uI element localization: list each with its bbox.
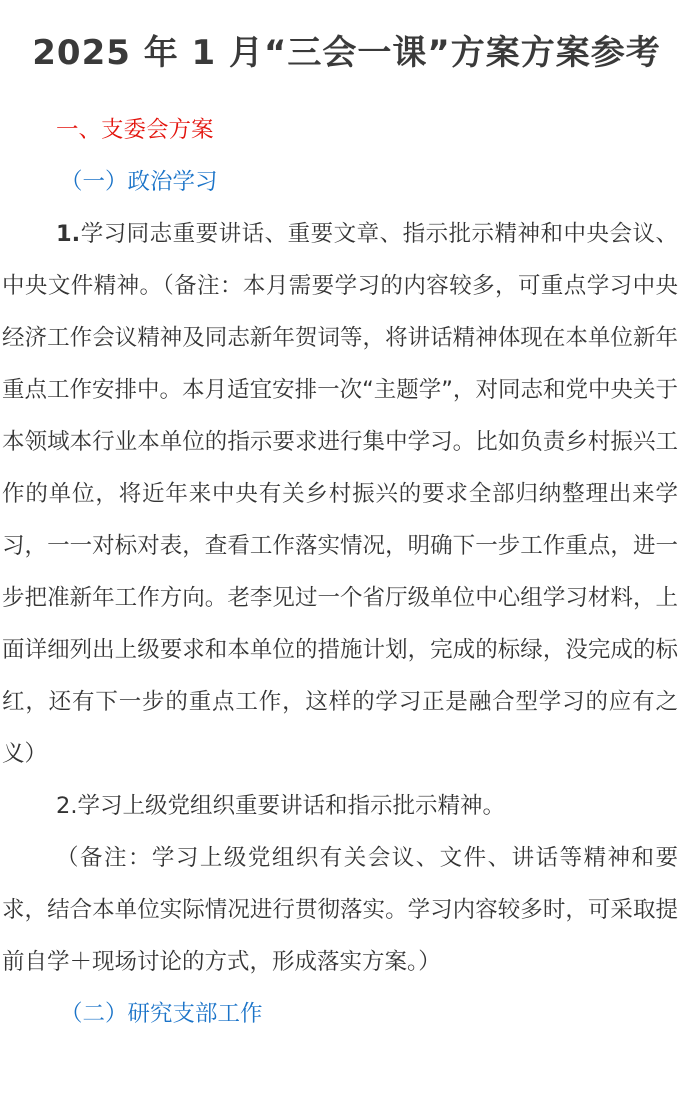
section-heading-branch-committee: 一、支委会方案: [56, 117, 214, 143]
paragraph-item-2: 2.学习上级党组织重要讲话和指示批示精神。: [56, 793, 505, 819]
paragraph-item-1: [2, 208, 678, 780]
subsection-heading-political-study: （一）政治学习: [60, 169, 218, 195]
document-body: [2, 104, 678, 1040]
paragraph-note-2: （备注：学习上级党组织有关会议、文件、讲话等精神和要求，结合本单位实际情况进行贯彻落实。学习内容较多时，可采取提前自学＋现场讨论的方式，形成落实方案。）: [2, 845, 678, 975]
subsection-heading-branch-work: （二）研究支部工作: [60, 1001, 263, 1027]
document-title: 2025 年 1 月“三会一课”方案方案参考: [32, 33, 661, 73]
item-1-text: 学习同志重要讲话、重要文章、指示批示精神和中央会议、中央文件精神。（备注：本月需要学习的内容较多，可重点学习中央经济工作会议精神及同志新年贺词等，将讲话精神体现在本单位新年重点工作安排中。本月适宜安排一次“主题学”，对同志和党中央关于本领域本行业本单位的指示要求进行集中学习。比如负责乡村振兴工作的单位，将近年来中央有关乡村振兴的要求全部归纳整理出来学习，一一对标对表，查看工作落实情况，明确下一步工作重点，进一步把准新年工作方向。老李见过一个省厅级单位中心组学习材料，上面详细列出上级要求和本单位的措施计划，完成的标绿，没完成的标红，还有下一步的重点工作，这样的学习正是融合型学习的应有之义）: [2, 221, 678, 767]
item-1-number: 1.: [56, 221, 81, 247]
